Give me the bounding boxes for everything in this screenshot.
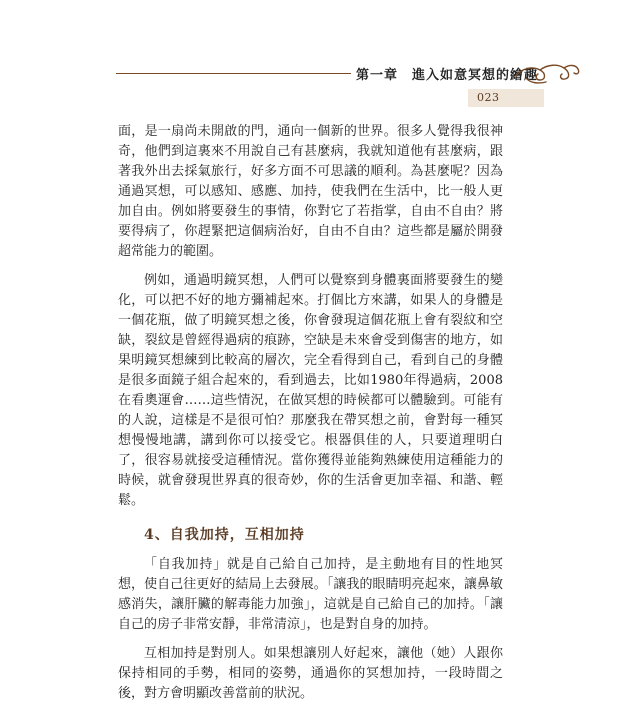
header-rule [116, 73, 351, 74]
body-text [118, 122, 503, 704]
paragraph: 例如，通過明鏡冥想，人們可以覺察到身體裏面將要發生的變化，可以把不好的地方彌補起來。打個比方來講，如果人的身體是一個花瓶，做了明鏡冥想之後，你會發現這個花瓶上會有裂紋和空缺，裂紋是曾經得過病的痕跡，空缺是未來會受到傷害的地方，如果明鏡冥想練到比較高的層次，完全看得到自己，看到自己的身體是很多面鏡子組合起來的，看到過去，比如1980年得過病，2008在看奧運會……這些情況，在做冥想的時候都可以體驗到。可能有的人說，這樣是不是很可怕？那麼我在帶冥想之前，會對每一種冥想慢慢地講，講到你可以接受它。根器俱佳的人，只要道理明白了，很容易就接受這種情況。當你獲得並能夠熟練使用這種能力的時候，就會發現世界真的很奇妙，你的生活會更加幸福、和諧、輕鬆。 [118, 273, 503, 508]
page-header [0, 0, 620, 120]
paragraph: 面，是一扇尚未開啟的門，通向一個新的世界。很多人覺得我很神奇，他們到這裏來不用說自己有甚麼病，我就知道他有甚麼病，跟著我外出去採氣旅行，好多方面不可思議的順利。為甚麼呢？因為通過冥想，可以感知、感應、加持，使我們在生活中，比一般人更加自由。例如將要發生的事情，你對它了若指掌，自由不自由？將要得病了，你趕緊把這個病治好，自由不自由？這些都是屬於開發超常能力的範圍。 [118, 124, 503, 259]
swirl-ornament-icon [512, 58, 582, 86]
paragraph: 互相加持是對別人。如果想讓別人好起來，讓他（她）人跟你保持相同的手勢，相同的姿勢，通過你的冥想加持，一段時間之後，對方會明顯改善當前的狀況。 [118, 646, 503, 701]
page-number: 023 [477, 91, 500, 104]
section-heading: 4、自我加持，互相加持 [144, 527, 305, 543]
chapter-title: 第一章 進入如意冥想的繪趣 [356, 68, 539, 83]
paragraph: 「自我加持」就是自己給自己加持，是主動地有目的性地冥想，使自己往更好的結局上去發展。「讓我的眼睛明亮起來，讓鼻敏感消失，讓肝臟的解毒能力加強」，這就是自己給自己的加持。「讓自己的房子非常安靜，非常清涼」，也是對自身的加持。 [118, 557, 503, 632]
